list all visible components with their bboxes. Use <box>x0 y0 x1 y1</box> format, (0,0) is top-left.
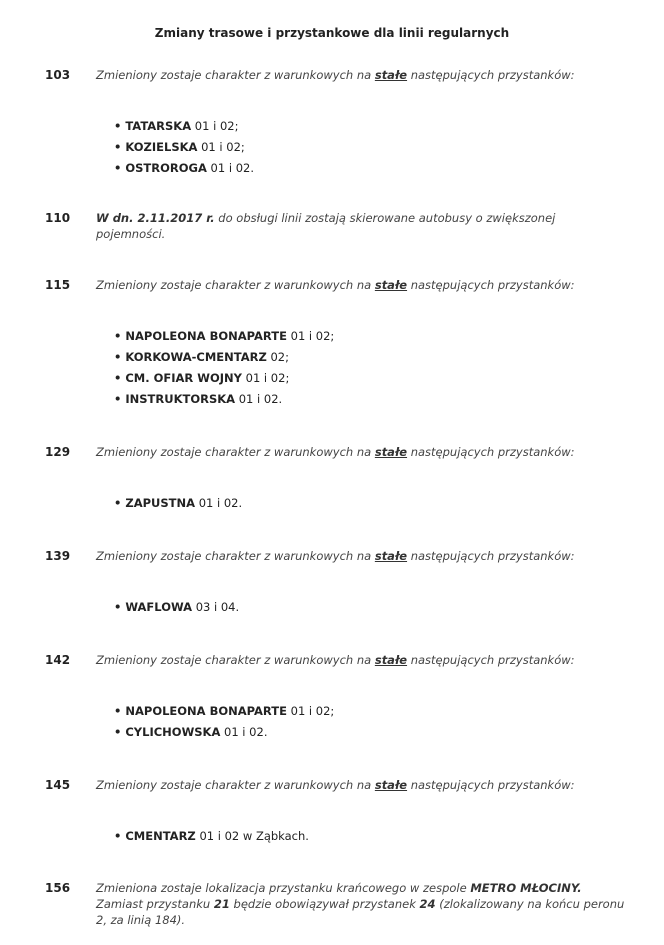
line-number: 156 <box>45 881 71 895</box>
stop-item: • CMENTARZ 01 i 02 w Ząbkach. <box>114 829 309 843</box>
stop-list <box>114 599 239 620</box>
line-number: 145 <box>45 778 71 792</box>
line-number: 142 <box>45 653 71 667</box>
page-title: Zmiany trasowe i przystankowe dla linii regularnych <box>154 26 510 40</box>
line-number: 103 <box>45 68 71 82</box>
stop-item: • CM. OFIAR WOJNY 01 i 02; <box>114 371 290 385</box>
line-number: 115 <box>45 278 71 292</box>
line-number: 129 <box>45 445 71 459</box>
stop-item: • KOZIELSKA 01 i 02; <box>114 140 245 154</box>
entry-description: Zmieniony zostaje charakter z warunkowych na stałe następujących przystanków: <box>96 549 575 563</box>
stop-item: • OSTROROGA 01 i 02. <box>114 161 254 175</box>
stop-list <box>114 118 254 181</box>
entry-description: Zmieniony zostaje charakter z warunkowych na stałe następujących przystanków: <box>96 445 575 459</box>
stop-item: • WAFLOWA 03 i 04. <box>114 600 240 614</box>
stop-item: • NAPOLEONA BONAPARTE 01 i 02; <box>114 704 335 718</box>
entry-description: Zmieniony zostaje charakter z warunkowych na stałe następujących przystanków: <box>96 653 575 667</box>
stop-list <box>114 828 309 849</box>
entry-description: Zmieniony zostaje charakter z warunkowych na stałe następujących przystanków: <box>96 778 575 792</box>
stop-item: • KORKOWA-CMENTARZ 02; <box>114 350 289 364</box>
stop-item: • TATARSKA 01 i 02; <box>114 119 239 133</box>
line-number: 139 <box>45 549 71 563</box>
stop-list <box>114 328 334 412</box>
stop-item: • INSTRUKTORSKA 01 i 02. <box>114 392 283 406</box>
entry-description: W dn. 2.11.2017 r. do obsługi linii zostają skierowane autobusy o zwiększonej pojemności. <box>96 211 556 241</box>
stop-list <box>114 703 334 745</box>
entry-description: Zmieniona zostaje lokalizacja przystanku krańcowego w zespole METRO MŁOCINY. Zamiast przystanku 21 będzie obowiązywał przystanek 24 (zlokalizowany na końcu peronu 2, za linią 184). <box>96 881 625 927</box>
stop-list <box>114 495 242 516</box>
entry-description: Zmieniony zostaje charakter z warunkowych na stałe następujących przystanków: <box>96 278 575 292</box>
entry-description: Zmieniony zostaje charakter z warunkowych na stałe następujących przystanków: <box>96 68 575 82</box>
stop-item: • NAPOLEONA BONAPARTE 01 i 02; <box>114 329 335 343</box>
stop-item: • ZAPUSTNA 01 i 02. <box>114 496 243 510</box>
line-number: 110 <box>45 211 71 225</box>
stop-item: • CYLICHOWSKA 01 i 02. <box>114 725 268 739</box>
